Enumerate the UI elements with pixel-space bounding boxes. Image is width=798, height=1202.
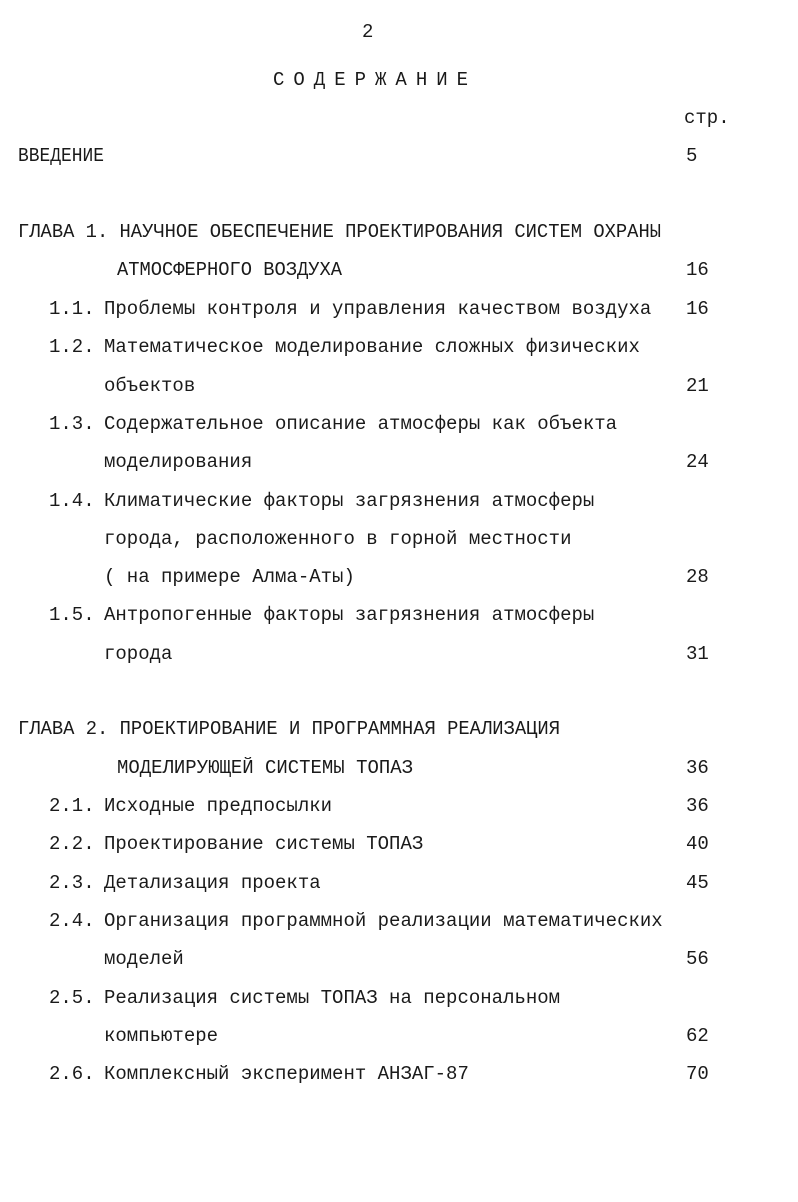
section-page: 31 <box>686 642 709 665</box>
section-title-line: Проектирование системы ТОПАЗ <box>104 833 424 856</box>
section-number: 1.2. <box>49 336 95 359</box>
section-title-line: Климатические факторы загрязнения атмосферы <box>104 489 595 512</box>
chapter1-page: 16 <box>686 259 709 281</box>
intro-page: 5 <box>686 145 698 167</box>
section-page: 62 <box>686 1024 709 1047</box>
section-title-line: Детализация проекта <box>104 871 321 894</box>
section-number: 2.4. <box>49 909 95 932</box>
section-title-line: Содержательное описание атмосферы как объекта <box>104 412 618 435</box>
page-number: 2 <box>362 21 374 43</box>
section-number: 1.4. <box>49 489 95 512</box>
section-page: 45 <box>686 871 709 894</box>
section-title-line: компьютере <box>104 1024 219 1047</box>
page-column-label: стр. <box>684 107 730 129</box>
section-number: 2.5. <box>49 986 95 1009</box>
section-title-line: Реализация системы ТОПАЗ на персональном <box>104 986 561 1009</box>
section-page: 28 <box>686 566 709 589</box>
section-page: 70 <box>686 1063 709 1086</box>
section-number: 2.3. <box>49 871 95 894</box>
section-title-line: моделей <box>104 948 184 971</box>
section-number: 2.2. <box>49 833 95 856</box>
section-number: 2.6. <box>49 1063 95 1086</box>
section-page: 40 <box>686 833 709 856</box>
section-title-line: ( на примере Алма-Аты) <box>104 566 355 589</box>
chapter2-heading: ГЛАВА 2. ПРОЕКТИРОВАНИЕ И ПРОГРАММНАЯ РЕАЛИЗАЦИЯ <box>18 718 560 740</box>
section-title-line: объектов <box>104 374 196 397</box>
chapter1-heading-cont: АТМОСФЕРНОГО ВОЗДУХА <box>117 259 342 281</box>
chapter2-heading-cont: МОДЕЛИРУЮЩЕЙ СИСТЕМЫ ТОПАЗ <box>117 757 413 779</box>
section-number: 1.1. <box>49 298 95 320</box>
section-title-line: моделирования <box>104 451 253 474</box>
section-number: 1.3. <box>49 412 95 435</box>
section-page: 36 <box>686 795 709 817</box>
section-page: 24 <box>686 451 709 474</box>
section-title-line: Исходные предпосылки <box>104 795 333 817</box>
section-title-line: Комплексный эксперимент АНЗАГ-87 <box>104 1063 469 1086</box>
section-page: 21 <box>686 374 709 397</box>
section-title-line: Проблемы контроля и управления качеством воздуха <box>104 298 652 320</box>
section-title-line: города, расположенного в горной местности <box>104 527 572 550</box>
section-title-line: Математическое моделирование сложных физических <box>104 336 640 359</box>
section-page: 16 <box>686 298 709 320</box>
section-number: 1.5. <box>49 604 95 627</box>
section-number: 2.1. <box>49 795 95 817</box>
intro-label: ВВЕДЕНИЕ <box>18 145 104 167</box>
chapter2-page: 36 <box>686 757 709 779</box>
page-title: СОДЕРЖАНИЕ <box>273 69 478 91</box>
section-title-line: Антропогенные факторы загрязнения атмосферы <box>104 604 595 627</box>
section-title-line: Организация программной реализации математических <box>104 909 663 932</box>
section-title-line: города <box>104 642 173 665</box>
chapter1-heading: ГЛАВА 1. НАУЧНОЕ ОБЕСПЕЧЕНИЕ ПРОЕКТИРОВАНИЯ СИСТЕМ ОХРАНЫ <box>18 221 661 243</box>
section-page: 56 <box>686 948 709 971</box>
